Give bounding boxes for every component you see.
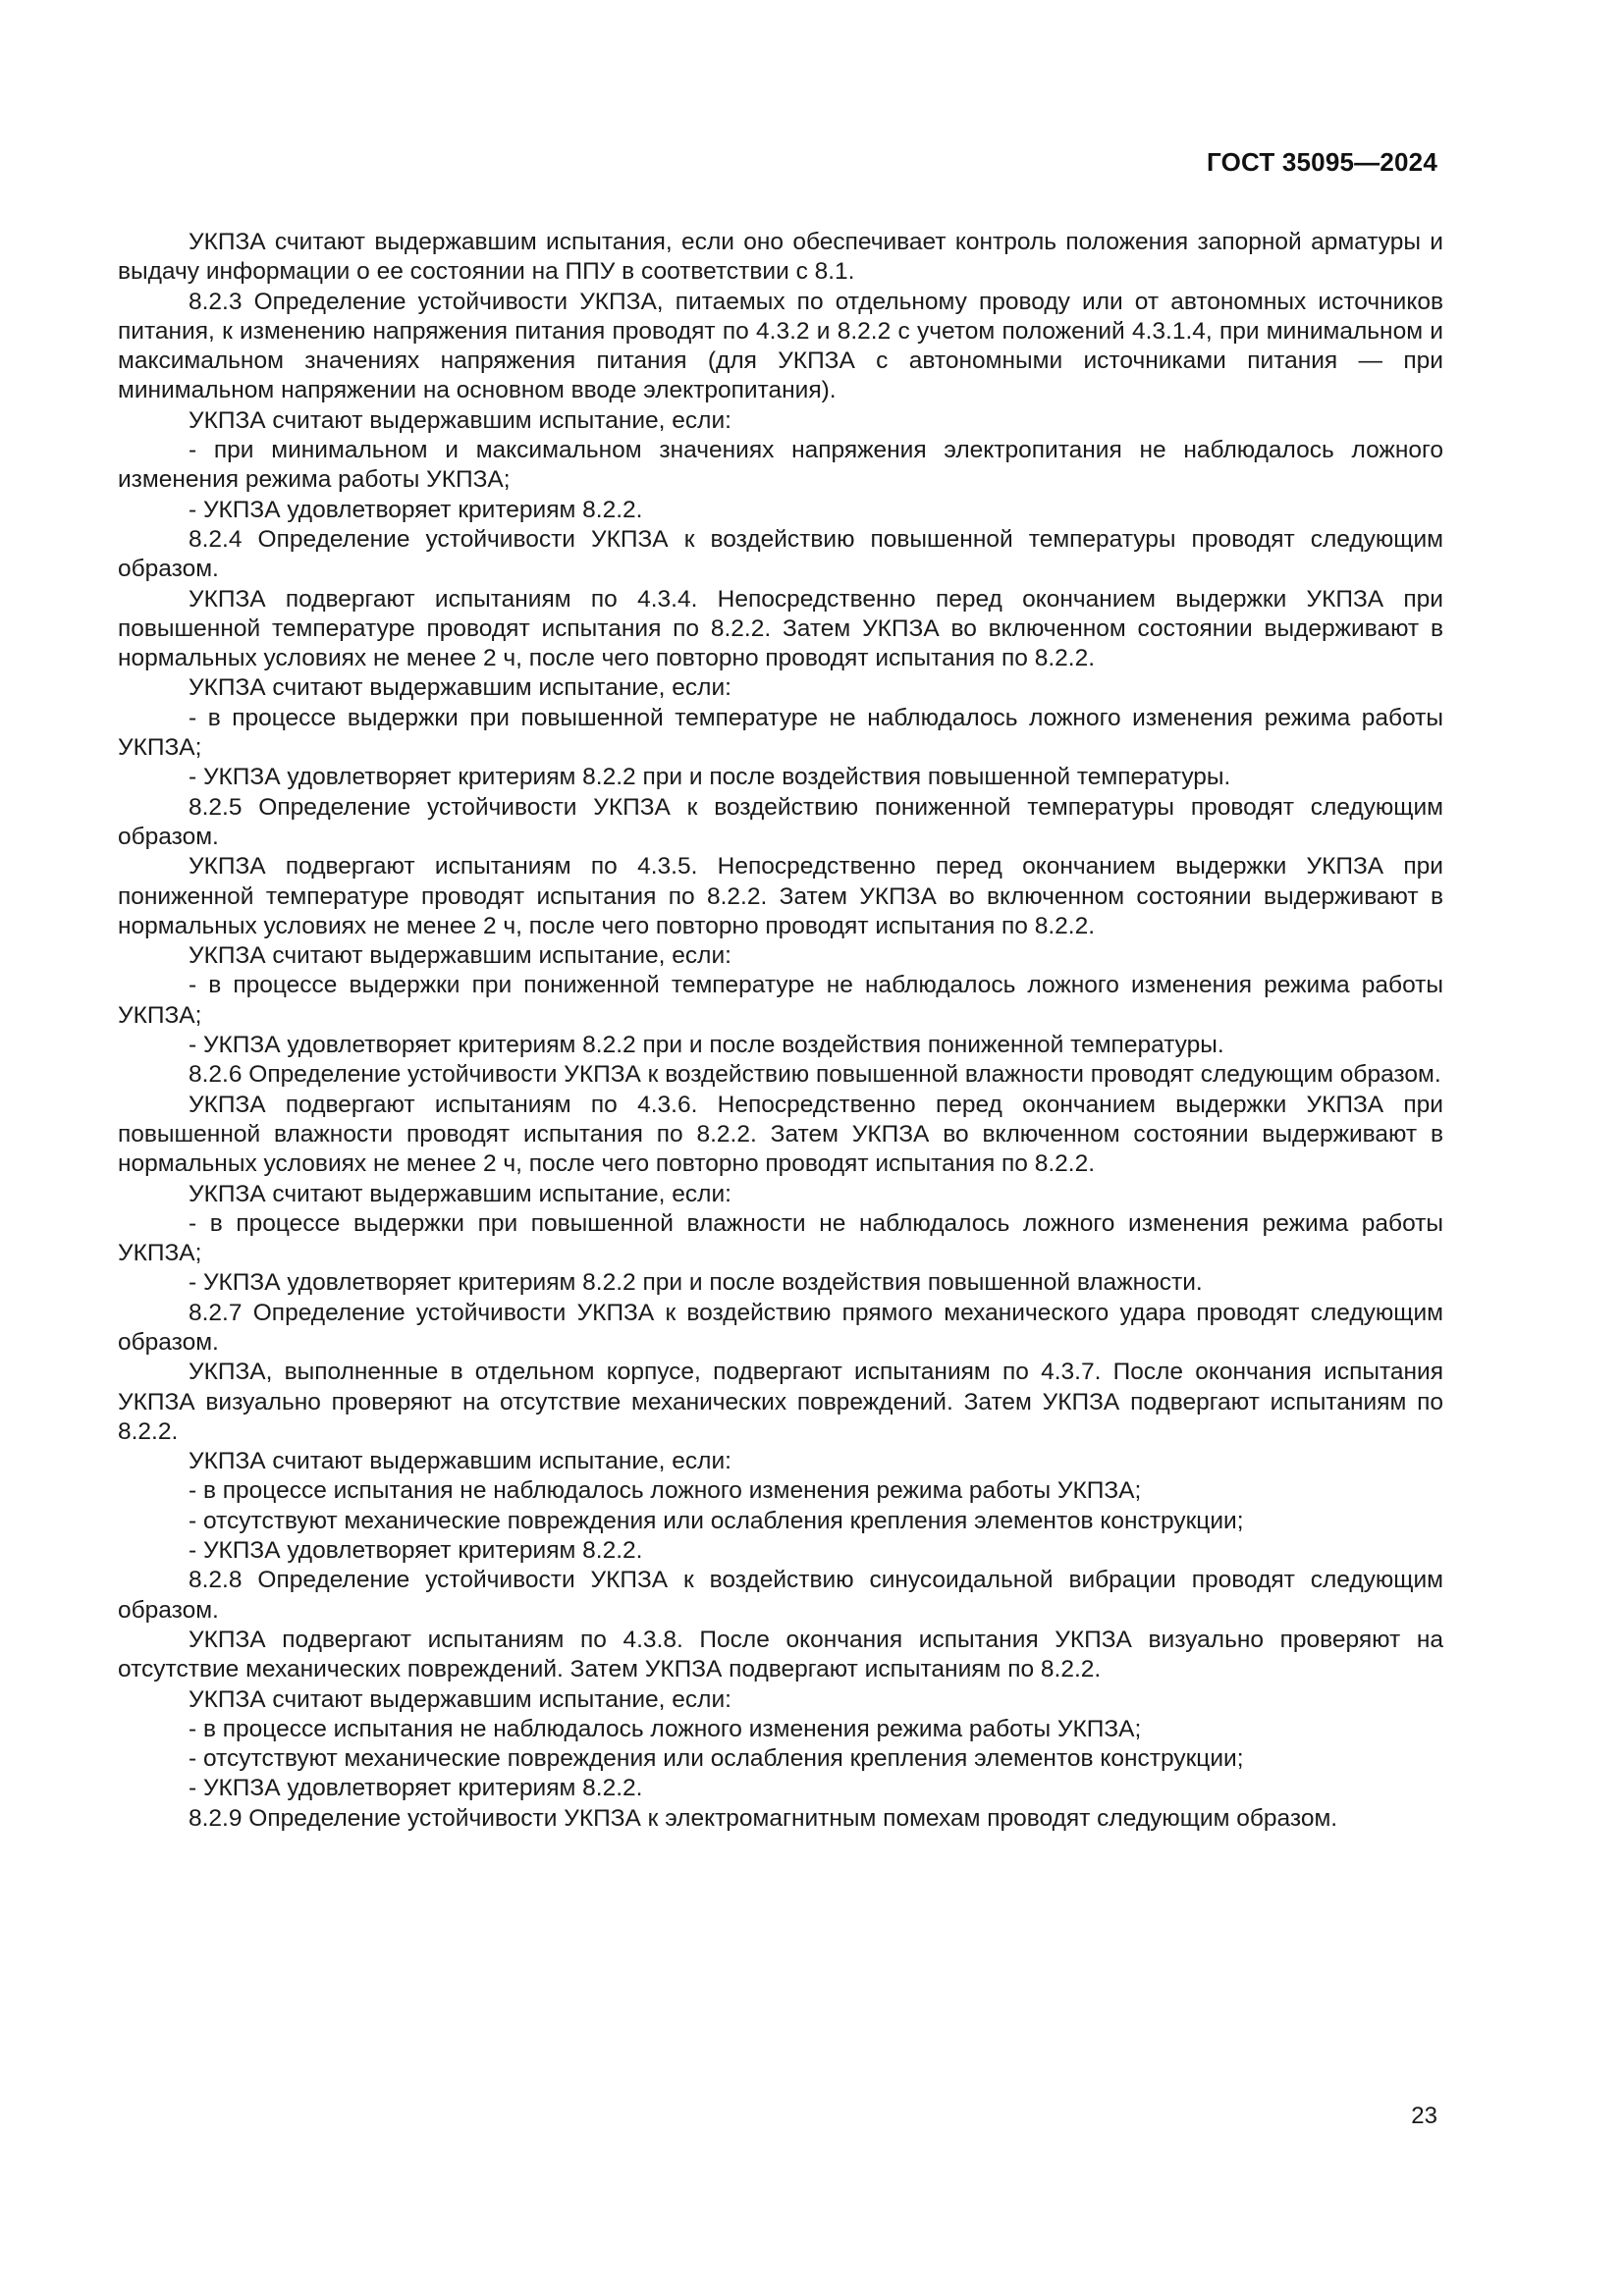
paragraph: УКПЗА считают выдержавшим испытания, если оно обеспечивает контроль положения запорной арматуры и выдачу информации о ее состоянии на ППУ в соответствии с 8.1. [118,229,1443,286]
paragraph: УКПЗА, выполненные в отдельном корпусе, подвергают испытаниям по 4.3.7. После окончания испытания УКПЗА визуально проверяют на отсутствие механических повреждений. Затем УКПЗА подвергают испытаниям по 8.2.2. [118,1359,1443,1445]
paragraph: УКПЗА подвергают испытаниям по 4.3.6. Непосредственно перед окончанием выдержки УКПЗА при повышенной влажности проводят испытания по 8.2.2. Затем УКПЗА во включенном состоянии выдерживают в нормальных условиях не менее 2 ч, после чего повторно проводят испытания по 8.2.2. [118,1091,1443,1178]
list-item: - в процессе выдержки при повышенной температуре не наблюдалось ложного изменения режима работы УКПЗА; [118,704,1443,762]
paragraph: УКПЗА считают выдержавшим испытание, если: [189,1448,731,1475]
paragraph: УКПЗА подвергают испытаниям по 4.3.8. После окончания испытания УКПЗА визуально проверяют на отсутствие механических повреждений. Затем УКПЗА подвергают испытаниям по 8.2.2. [118,1626,1443,1683]
list-item: - отсутствуют механические повреждения или ослабления крепления элементов конструкции; [189,1745,1244,1773]
paragraph: 8.2.7 Определение устойчивости УКПЗА к воздействию прямого механического удара проводят следующим образом. [118,1299,1443,1356]
paragraph: 8.2.4 Определение устойчивости УКПЗА к воздействию повышенной температуры проводят следующим образом. [118,525,1443,583]
list-item: - в процессе испытания не наблюдалось ложного изменения режима работы УКПЗА; [189,1715,1142,1742]
paragraph: УКПЗА считают выдержавшим испытание, если: [189,674,731,702]
document-body [118,228,1443,1834]
paragraph: УКПЗА считают выдержавшим испытание, если: [189,942,731,970]
paragraph: 8.2.6 Определение устойчивости УКПЗА к воздействию повышенной влажности проводят следующим образом. [189,1061,1441,1089]
list-item: - УКПЗА удовлетворяет критериям 8.2.2 при и после воздействия повышенной температуры. [189,764,1231,791]
list-item: - УКПЗА удовлетворяет критериям 8.2.2 при и после воздействия пониженной температуры. [189,1032,1224,1059]
list-item: - в процессе выдержки при повышенной влажности не наблюдалось ложного изменения режима работы УКПЗА; [118,1209,1443,1267]
document-code-header: ГОСТ 35095—2024 [1207,147,1437,177]
list-item: - при минимальном и максимальном значениях напряжения электропитания не наблюдалось ложного изменения режима работы УКПЗА; [118,437,1443,494]
list-item: - в процессе испытания не наблюдалось ложного изменения режима работы УКПЗА; [189,1477,1142,1505]
list-item: - УКПЗА удовлетворяет критериям 8.2.2. [189,1775,643,1802]
list-item: - УКПЗА удовлетворяет критериям 8.2.2. [189,496,643,523]
list-item: - УКПЗА удовлетворяет критериям 8.2.2 при и после воздействия повышенной влажности. [189,1269,1203,1297]
paragraph: УКПЗА считают выдержавшим испытание, если: [189,1685,731,1713]
list-item: - УКПЗА удовлетворяет критериям 8.2.2. [189,1537,643,1565]
paragraph: УКПЗА подвергают испытаниям по 4.3.4. Непосредственно перед окончанием выдержки УКПЗА при повышенной температуре проводят испытания по 8.2.2. Затем УКПЗА во включенном состоянии выдерживают в нормальных условиях не менее 2 ч, после чего повторно проводят испытания по 8.2.2. [118,585,1443,672]
page-number: 23 [1411,2103,1437,2129]
list-item: - в процессе выдержки при пониженной температуре не наблюдалось ложного изменения режима работы УКПЗА; [118,972,1443,1029]
paragraph: 8.2.9 Определение устойчивости УКПЗА к электромагнитным помехам проводят следующим образом. [189,1804,1338,1832]
paragraph: 8.2.5 Определение устойчивости УКПЗА к воздействию пониженной температуры проводят следующим образом. [118,793,1443,850]
paragraph: УКПЗА подвергают испытаниям по 4.3.5. Непосредственно перед окончанием выдержки УКПЗА при пониженной температуре проводят испытания по 8.2.2. Затем УКПЗА во включенном состоянии выдерживают в нормальных условиях не менее 2 ч, после чего повторно проводят испытания по 8.2.2. [118,853,1443,939]
paragraph: УКПЗА считают выдержавшим испытание, если: [189,1180,731,1207]
paragraph: 8.2.3 Определение устойчивости УКПЗА, питаемых по отдельному проводу или от автономных источников питания, к изменению напряжения питания проводят по 4.3.2 и 8.2.2 с учетом положений 4.3.1.4, при минимальном и максимальном значениях напряжения питания (для УКПЗА с автономными источниками питания — при минимальном напряжении на основном вводе электропитания). [118,288,1443,404]
list-item: - отсутствуют механические повреждения или ослабления крепления элементов конструкции; [189,1507,1244,1534]
paragraph: 8.2.8 Определение устойчивости УКПЗА к воздействию синусоидальной вибрации проводят следующим образом. [118,1567,1443,1624]
paragraph: УКПЗА считают выдержавшим испытание, если: [189,406,731,434]
